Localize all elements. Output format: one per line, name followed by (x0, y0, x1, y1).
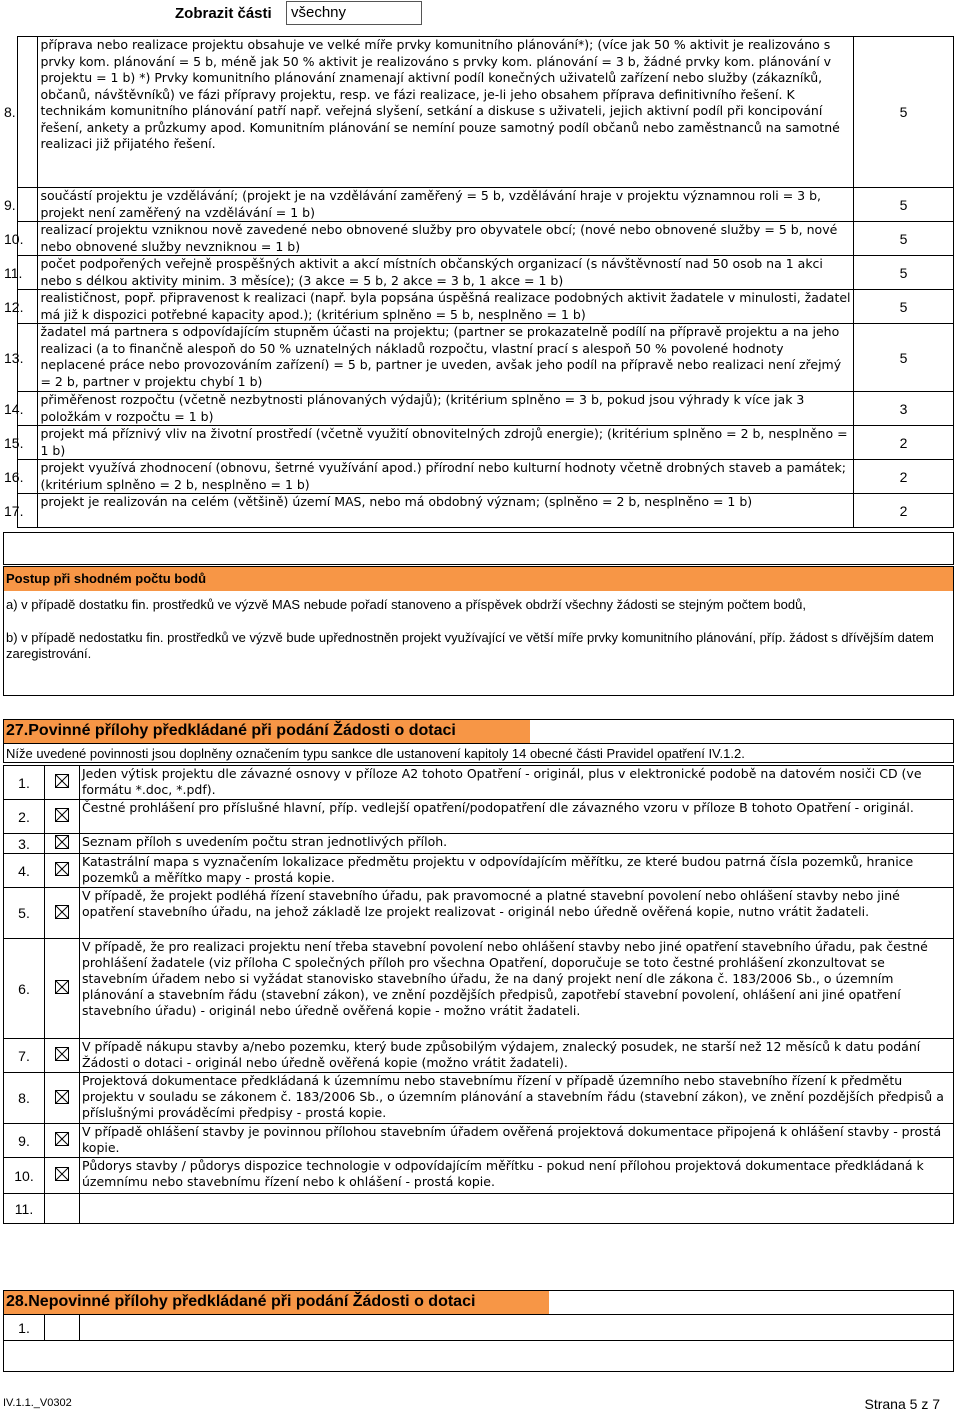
attachment-row (4, 854, 954, 888)
footer-page: Strana 5 z 7 (864, 1396, 940, 1412)
section-27-intro-box (3, 743, 954, 763)
attachment-number: 6. (4, 939, 45, 1039)
criteria-footer-spacer (3, 532, 954, 565)
criteria-text: realističnost, popř. připravenost k realizaci (např. byla popsána úspěšná realizace podobných aktivit žadatele v minulosti, žadatel má již k dispozici potřebné kapacity apod.); (kritérium splněno = 5 b, nesplněno = 1 b) (38, 290, 854, 324)
attachment-number: 7. (4, 1039, 45, 1073)
criteria-number: 16. (18, 460, 38, 494)
criteria-text: projekt využívá zhodnocení (obnovu, šetrné využívání apod.) přírodní nebo kulturní hodnoty včetně drobných staveb a památek; (kritérium splněno = 2 b, nesplněno = 1 b) (38, 460, 854, 494)
criteria-points: 2 (854, 426, 954, 460)
section-28-title: 28.Nepovinné přílohy předkládané při podání Žádosti o dotaci (6, 1293, 476, 1310)
attachment-checkbox[interactable] (45, 1315, 80, 1341)
attachment-row (4, 1315, 954, 1341)
attachment-row (4, 800, 954, 834)
criteria-text: součástí projektu je vzdělávání; (projekt je na vzdělávání zaměřený = 5 b, vzdělávání hraje v projektu významnou roli = 3 b, projekt není zaměřený na vzdělávání = 1 b) (38, 188, 854, 222)
checked-box-icon (55, 1167, 69, 1181)
attachment-number: 11. (4, 1194, 45, 1224)
attachment-text: Katastrální mapa s vyznačením lokalizace předmětu projektu v odpovídajícím měřítku, ze které budou patrná čísla pozemků, hranice pozemků a měřítko mapy - prostá kopie. (80, 854, 954, 888)
checked-box-icon (55, 905, 69, 919)
criteria-text: realizací projektu vzniknou nově zavedené nebo obnovené služby pro obyvatele obcí; (nové nebo obnovené služby = 5 b, nové nebo obnovené služby nevzniknou = 1 b) (38, 222, 854, 256)
criteria-row-13 (18, 324, 954, 392)
attachment-text (80, 1315, 954, 1341)
attachment-row (4, 1194, 954, 1224)
attachment-row (4, 766, 954, 800)
footer-code: IV.1.1._V0302 (3, 1397, 72, 1409)
criteria-points: 2 (854, 460, 954, 494)
section-27-intro: Níže uvedené povinnosti jsou doplněny označením typu sankce dle ustanovení kapitoly 14 obecné části Pravidel opatření IV.1.2. (6, 746, 745, 761)
attachment-row (4, 1158, 954, 1194)
attachment-number: 5. (4, 888, 45, 939)
attachment-row (4, 834, 954, 854)
criteria-row-9 (18, 188, 954, 222)
attachment-text: Projektová dokumentace předkládaná k územnímu nebo stavebnímu řízení v případě územního nebo stavebního řízení k předmětu projektu v souladu se zákonem č. 183/2006 Sb., o územním plánování a stavebním řádu (stavební zákon), ve znění pozdějších předpisů a příslušnými prováděcími předpisy - prostá kopie. (80, 1073, 954, 1124)
attachment-checkbox[interactable] (45, 888, 80, 939)
criteria-number: 14. (18, 392, 38, 426)
tie-break-box (3, 566, 954, 696)
section-28-spacer (3, 1340, 954, 1372)
checked-box-icon (55, 862, 69, 876)
attachment-text: Půdorys stavby / půdorys dispozice technologie v odpovídajícím měřítku - pokud není přílohou projektová dokumentace předkládaná k územnímu nebo stavebnímu řízení nebo k ohlášení - prostá kopie. (80, 1158, 954, 1194)
criteria-number: 11. (18, 256, 38, 290)
tie-break-header-bar (4, 567, 953, 591)
section-27-header (3, 719, 954, 743)
criteria-number: 8. (18, 37, 38, 188)
attachment-checkbox[interactable] (45, 1158, 80, 1194)
criteria-text: projekt je realizován na celém (většině) území MAS, nebo má obdobný význam; (splněno = 2 b, nesplněno = 1 b) (38, 494, 854, 528)
attachment-checkbox[interactable] (45, 854, 80, 888)
attachment-number: 9. (4, 1124, 45, 1158)
criteria-row-17 (18, 494, 954, 528)
section-28-attachments (3, 1314, 954, 1341)
tie-break-line-b: b) v případě nedostatku fin. prostředků ve výzvě bude upřednostněn projekt využívající ve větší míře prvky komunitního plánování, příp. žádost s dřívějším datem zaregistrování. (6, 630, 934, 661)
criteria-text: projekt má příznivý vliv na životní prostředí (včetně využití obnovitelných zdrojů energie); (kritérium splněno = 2 b, nesplněno = 1 b) (38, 426, 854, 460)
attachment-checkbox[interactable] (45, 1124, 80, 1158)
attachment-text: Seznam příloh s uvedením počtu stran jednotlivých příloh. (80, 834, 954, 854)
criteria-row-12 (18, 290, 954, 324)
attachment-row (4, 888, 954, 939)
criteria-row-16 (18, 460, 954, 494)
checked-box-icon (55, 808, 69, 822)
criteria-points: 5 (854, 324, 954, 392)
criteria-number: 9. (18, 188, 38, 222)
checked-box-icon (55, 1090, 69, 1104)
attachment-text: Jeden výtisk projektu dle závazné osnovy v příloze A2 tohoto Opatření - originál, plus v elektronické podobě na datovém nosiči CD (ve formátu *.doc, *.pdf). (80, 766, 954, 800)
criteria-number: 15. (18, 426, 38, 460)
attachment-checkbox[interactable] (45, 800, 80, 834)
criteria-points: 5 (854, 256, 954, 290)
attachment-number: 8. (4, 1073, 45, 1124)
criteria-table (4, 36, 954, 528)
checked-box-icon (55, 774, 69, 788)
attachment-row (4, 1039, 954, 1073)
section-27-attachments (3, 765, 954, 1224)
criteria-row-11 (18, 256, 954, 290)
criteria-text: počet podpořených veřejně prospěšných aktivit a akcí místních občanských organizací (s návštěvností nad 50 osob na 1 akci nebo s délkou aktivity minim. 3 měsíce); (3 akce = 5 b, 2 akce = 3 b, 1 akce = 1 b) (38, 256, 854, 290)
tie-break-title: Postup při shodném počtu bodů (6, 571, 207, 586)
checked-box-icon (55, 1047, 69, 1061)
attachment-number: 1. (4, 766, 45, 800)
criteria-points: 5 (854, 290, 954, 324)
attachment-number: 10. (4, 1158, 45, 1194)
criteria-number: 12. (18, 290, 38, 324)
section-27-title: 27.Povinné přílohy předkládané při podání Žádosti o dotaci (6, 722, 456, 739)
criteria-points: 5 (854, 188, 954, 222)
attachment-row (4, 1124, 954, 1158)
criteria-text: přiměřenost rozpočtu (včetně nezbytnosti plánovaných výdajů); (kritérium splněno = 3 b, pokud jsou výhrady k více jak 3 položkám v rozpočtu = 1 b) (38, 392, 854, 426)
attachment-text: V případě nákupu stavby a/nebo pozemku, který bude způsobilým výdajem, znalecký posudek, ne starší než 12 měsíců k datu podání Žádosti o dotaci - originál nebo úředně ověřená kopie (možno vrátit žadateli). (80, 1039, 954, 1073)
display-parts-label: Zobrazit části (175, 5, 272, 22)
tie-break-line-a: a) v případě dostatku fin. prostředků ve výzvě MAS nebude pořadí stanoveno a příspěvek obdrží všechny žádosti se stejným počtem bodů, (6, 597, 806, 612)
attachment-number: 3. (4, 834, 45, 854)
attachment-checkbox[interactable] (45, 834, 80, 854)
criteria-points: 5 (854, 222, 954, 256)
criteria-row-8 (18, 37, 954, 188)
criteria-row-14 (18, 392, 954, 426)
attachment-number: 1. (4, 1315, 45, 1341)
criteria-row-15 (18, 426, 954, 460)
attachment-text: V případě, že projekt podléhá řízení stavebního úřadu, pak pravomocné a platné stavební povolení nebo ohlášení stavby nebo jiné opatření stavebního úřadu, na jehož základě lze projekt realizovat - originál nebo úředně ověřená kopie, nutno vrátit žadateli. (80, 888, 954, 939)
attachment-text (80, 1194, 954, 1224)
attachment-text: Čestné prohlášení pro příslušné hlavní, příp. vedlejší opatření/podopatření dle závazného vzoru v příloze B tohoto Opatření - originál. (80, 800, 954, 834)
criteria-text: příprava nebo realizace projektu obsahuje ve velké míře prvky komunitního plánování*); (více jak 50 % aktivit je realizováno s prvky kom. plánování = 5 b, méně jak 50 % aktivit je realizováno s prvky kom. plánování = 3 b, žádné prvky kom. plánování v projektu = 1 b) *) Prvky komunitního plánování znamenají aktivní podíl konečných uživatelů zařízení nebo služby (zákazníků, občanů, návštěvníků) ve fázi přípravy projektu, resp. ve fázi realizace, je-li jeho obsahem příprava definitivního řešení. K technikám komunitního plánování patří např. veřejná slyšení, setkání a diskuse s uživateli, jejich aktivní podíl při koncipování řešení, ankety a průzkumy apod. Komunitním plánování se nemíní pouze samotný podíl občanů nebo zaměstnanců na samotné realizaci již přijatého řešení. (38, 37, 854, 188)
attachment-number: 4. (4, 854, 45, 888)
attachment-row (4, 939, 954, 1039)
criteria-row-10 (18, 222, 954, 256)
attachment-checkbox[interactable] (45, 1039, 80, 1073)
section-28-header (3, 1290, 954, 1314)
attachment-number: 2. (4, 800, 45, 834)
criteria-number: 17. (18, 494, 38, 528)
attachment-checkbox[interactable] (45, 1194, 80, 1224)
criteria-number: 10. (18, 222, 38, 256)
attachment-text: V případě, že pro realizaci projektu není třeba stavební povolení nebo ohlášení stavby nebo jiné opatření stavebního úřadu, pak čestné prohlášení žadatele (viz příloha C společných příloh pro všechna Opatření, doporučuje se toto čestné prohlášení zkonzultovat se stavebním úřadem nebo si vyžádat stanovisko stavebního úřadu, že na daný projekt není dle zákona č. 183/2006 Sb., o územním plánování a stavebním řádu (stavební zákon), ve znění pozdějších předpisů, zapotřebí stavební povolení, ohlášení ani jiné opatření stavebního úřadu) - originál nebo úředně ověřená kopie - možno vrátit žadateli. (80, 939, 954, 1039)
criteria-points: 3 (854, 392, 954, 426)
criteria-text: žadatel má partnera s odpovídajícím stupněm účasti na projektu; (partner se prokazatelně podílí na přípravě projektu a na jeho realizaci (a to finančně alespoň do 50 % uznatelných nákladů rozpočtu, vlastní prací s alespoň 50 % povolené hodnoty neplacené práce nebo provozováním zařízení) = 5 b, partner je uveden, avšak jeho podíl na přípravě nebo realizaci není zřejmý = 2 b, partner v projektu chybí 1 b) (38, 324, 854, 392)
criteria-points: 5 (854, 37, 954, 188)
checked-box-icon (55, 980, 69, 994)
display-parts-select[interactable]: všechny (286, 1, 422, 25)
checked-box-icon (55, 835, 69, 849)
criteria-number: 13. (18, 324, 38, 392)
criteria-points: 2 (854, 494, 954, 528)
attachment-text: V případě ohlášení stavby je povinnou přílohou stavebním úřadem ověřená projektová dokumentace připojená k ohlášení stavby - prostá kopie. (80, 1124, 954, 1158)
attachment-checkbox[interactable] (45, 1073, 80, 1124)
attachment-checkbox[interactable] (45, 766, 80, 800)
attachment-row (4, 1073, 954, 1124)
attachment-checkbox[interactable] (45, 939, 80, 1039)
checked-box-icon (55, 1132, 69, 1146)
